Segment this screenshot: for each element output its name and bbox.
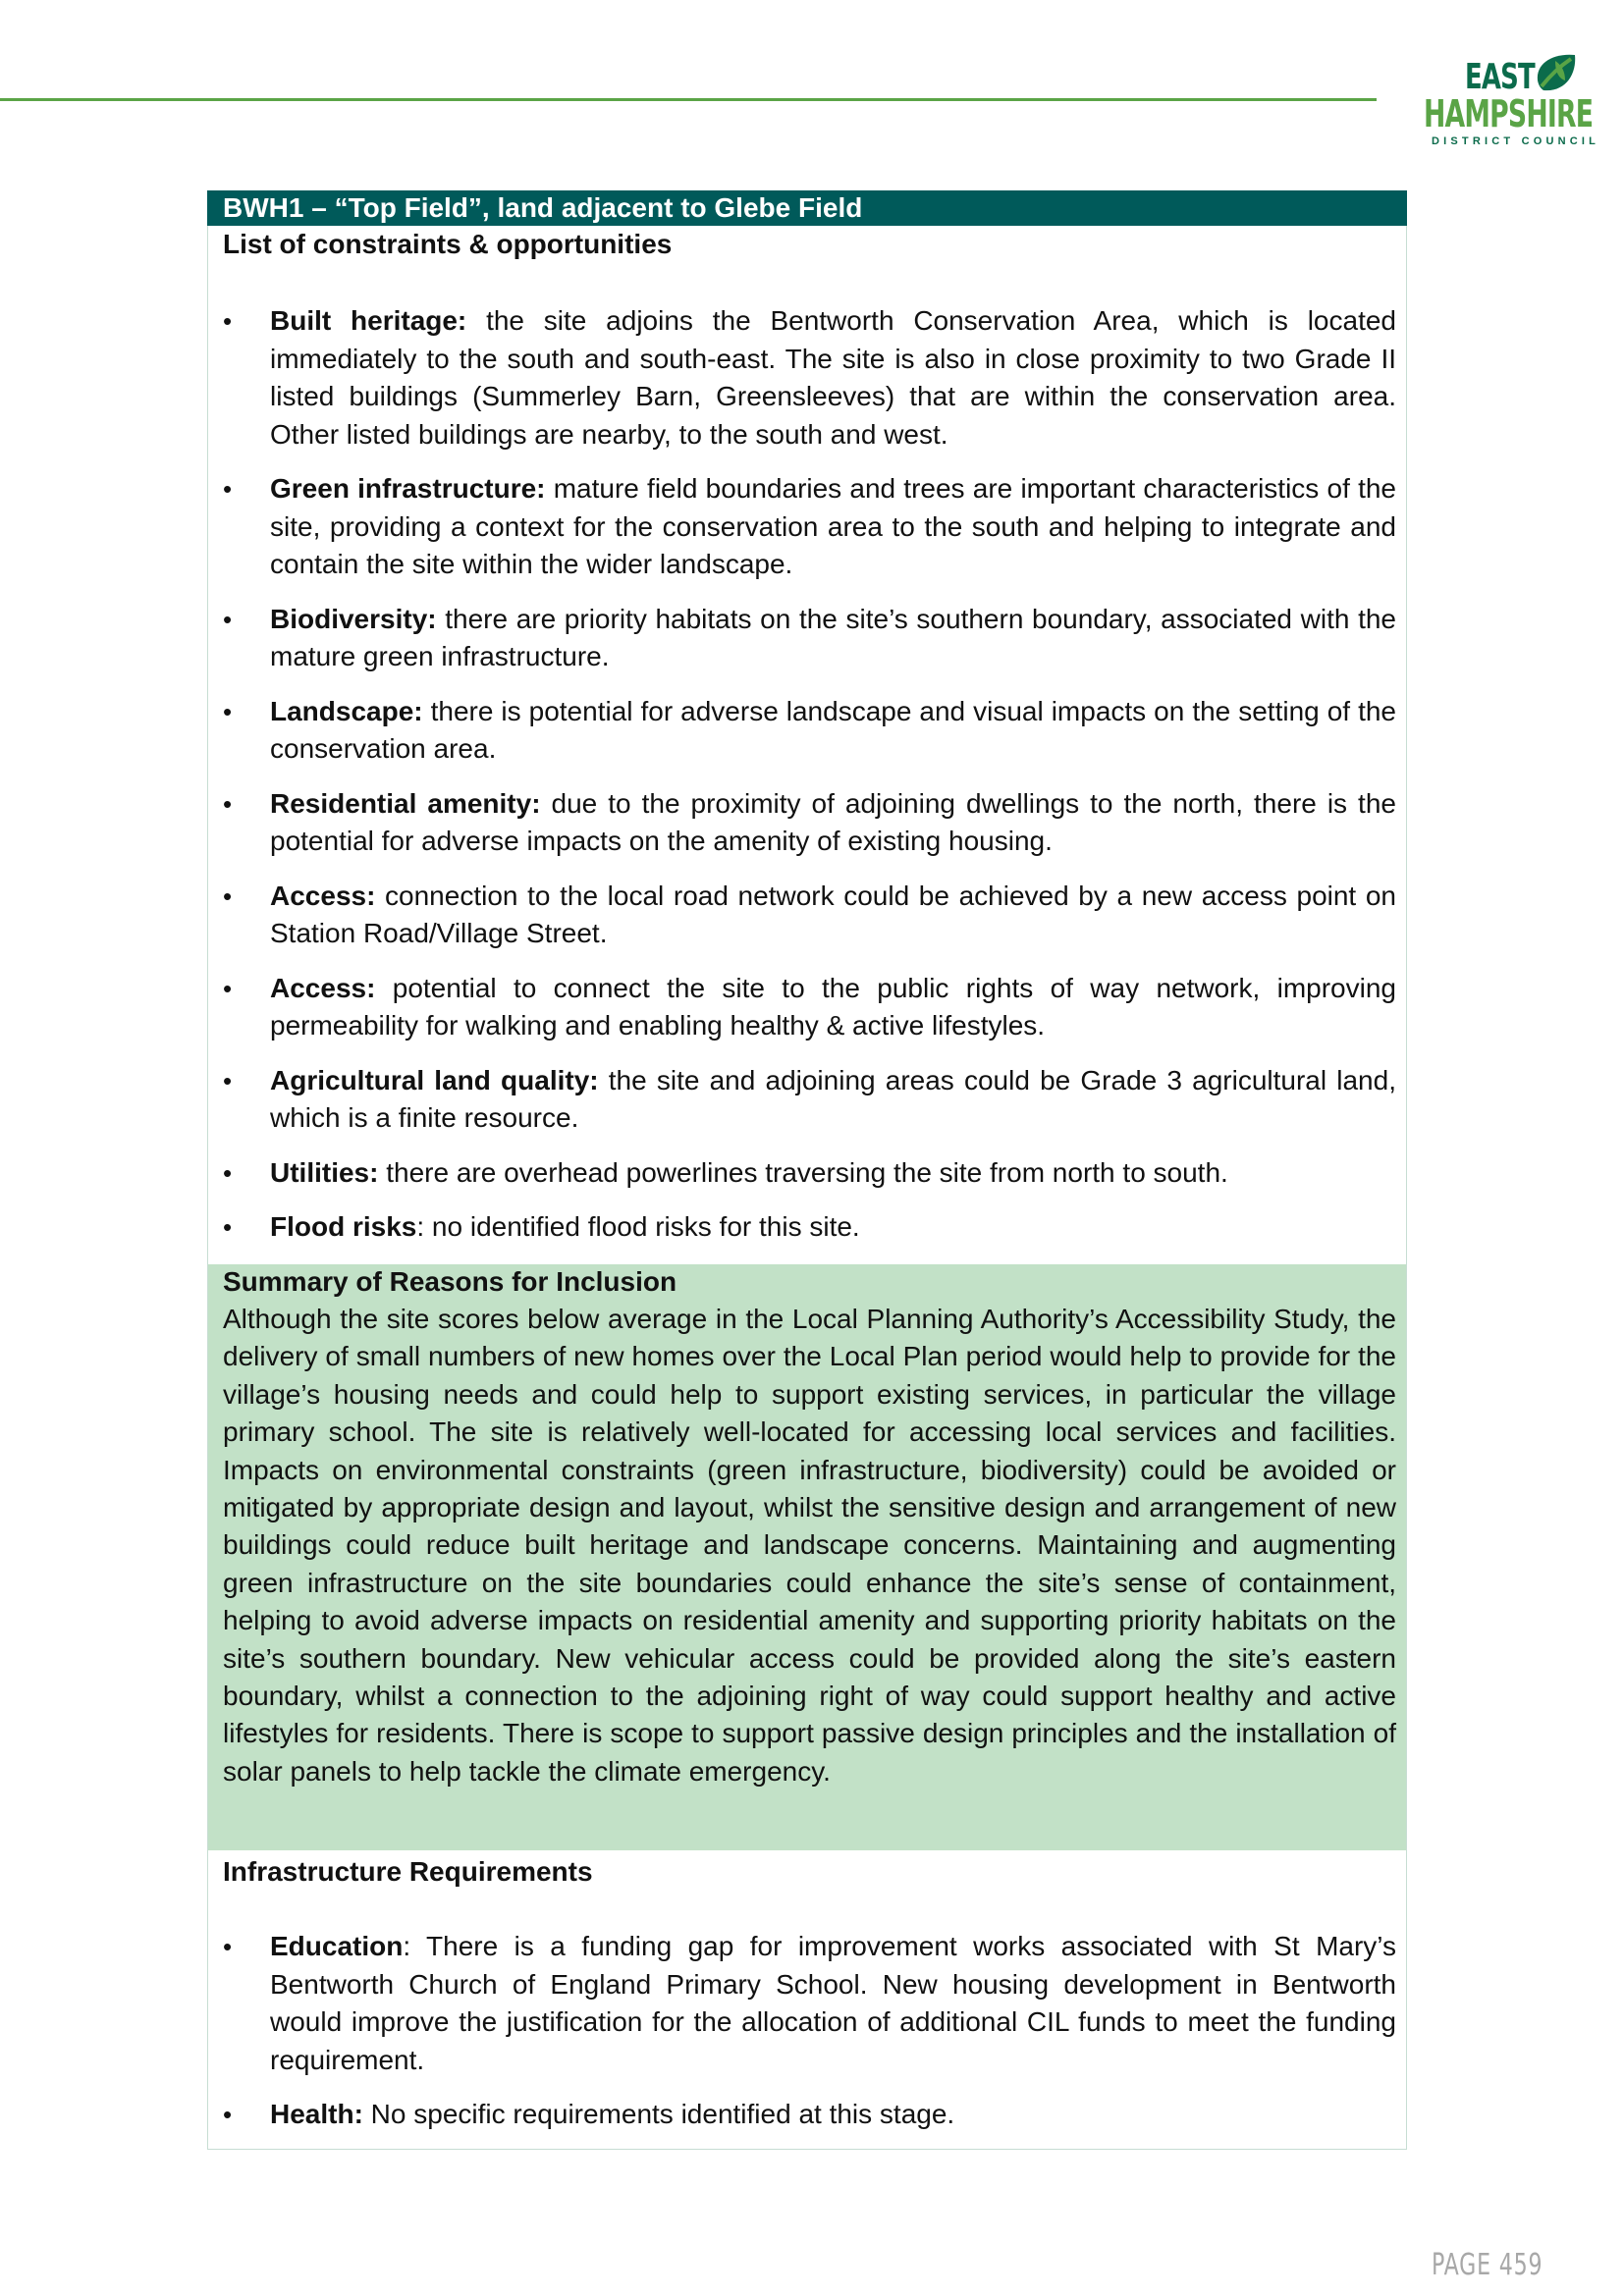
logo-line-district-council: DISTRICT COUNCIL <box>1432 135 1600 147</box>
list-item: • Education: There is a funding gap for improvement works associated with St Mary’s Bentworth Church of England Primary School. New housing development in Bentworth would improve the justification for the allocation of additional CIL funds to meet the funding requirement. <box>223 1928 1396 2079</box>
summary-paragraph: Although the site scores below average in the Local Planning Authority’s Accessibility Study, the delivery of small numbers of new homes over the Local Plan period would help to provide for the village’s housing needs and could help to support existing services, in particular the village primary school. The site is relatively well-located for accessing local services and facilities. Impacts on environmental constraints (green infrastructure, biodiversity) could be avoided or mitigated by appropriate design and layout, whilst the sensitive design and arrangement of new buildings could reduce built heritage and landscape concerns. Maintaining and augmenting green infrastructure on the site boundaries could enhance the site’s sense of containment, helping to avoid adverse impacts on residential amenity and supporting priority habitats on the site’s southern boundary. New vehicular access could be provided along the site’s eastern boundary, whilst a connection to the adjoining right of way could support healthy and active lifestyles for residents. There is scope to support passive design principles and the installation of solar panels to help tackle the climate emergency. <box>223 1304 1396 1787</box>
infrastructure-list <box>223 1928 1396 2151</box>
infrastructure-heading: Infrastructure Requirements <box>223 1856 593 1887</box>
site-title: BWH1 – “Top Field”, land adjacent to Glebe Field <box>207 190 1407 226</box>
header-rule <box>0 98 1377 101</box>
summary-heading: Summary of Reasons for Inclusion <box>223 1266 677 1297</box>
list-item: • Utilities: there are overhead powerlines traversing the site from north to south. <box>223 1154 1396 1193</box>
list-item: • Residential amenity: due to the proximity of adjoining dwellings to the north, there is the potential for adverse impacts on the amenity of existing housing. <box>223 785 1396 861</box>
list-item: • Health: No specific requirements identified at this stage. <box>223 2096 1396 2134</box>
constraints-list <box>223 302 1396 1263</box>
list-item: • Agricultural land quality: the site and adjoining areas could be Grade 3 agricultural land, which is a finite resource. <box>223 1062 1396 1138</box>
list-item: • Access: potential to connect the site to the public rights of way network, improving permeability for walking and enabling healthy & active lifestyles. <box>223 970 1396 1045</box>
list-item: • Access: connection to the local road network could be achieved by a new access point on Station Road/Village Street. <box>223 878 1396 953</box>
logo-line-east: EAST <box>1465 57 1535 97</box>
council-logo <box>1424 51 1600 149</box>
list-item: • Built heritage: the site adjoins the Bentworth Conservation Area, which is located immediately to the south and south-east. The site is also in close proximity to two Grade II listed buildings (Summerley Barn, Greensleeves) that are within the conservation area. Other listed buildings are nearby, to the south and west. <box>223 302 1396 454</box>
list-item: • Flood risks: no identified flood risks for this site. <box>223 1208 1396 1247</box>
list-item: • Green infrastructure: mature field boundaries and trees are important characteristics of the site, providing a context for the conservation area to the south and helping to integrate and contain the site within the wider landscape. <box>223 470 1396 584</box>
constraints-heading: List of constraints & opportunities <box>223 229 673 259</box>
page-number: PAGE 459 <box>1432 2248 1543 2282</box>
list-item: • Biodiversity: there are priority habitats on the site’s southern boundary, associated with the mature green infrastructure. <box>223 601 1396 676</box>
leaf-icon <box>1532 51 1579 96</box>
logo-line-hampshire: HAMPSHIRE <box>1424 92 1594 135</box>
list-item: • Landscape: there is potential for adverse landscape and visual impacts on the setting of the conservation area. <box>223 693 1396 769</box>
